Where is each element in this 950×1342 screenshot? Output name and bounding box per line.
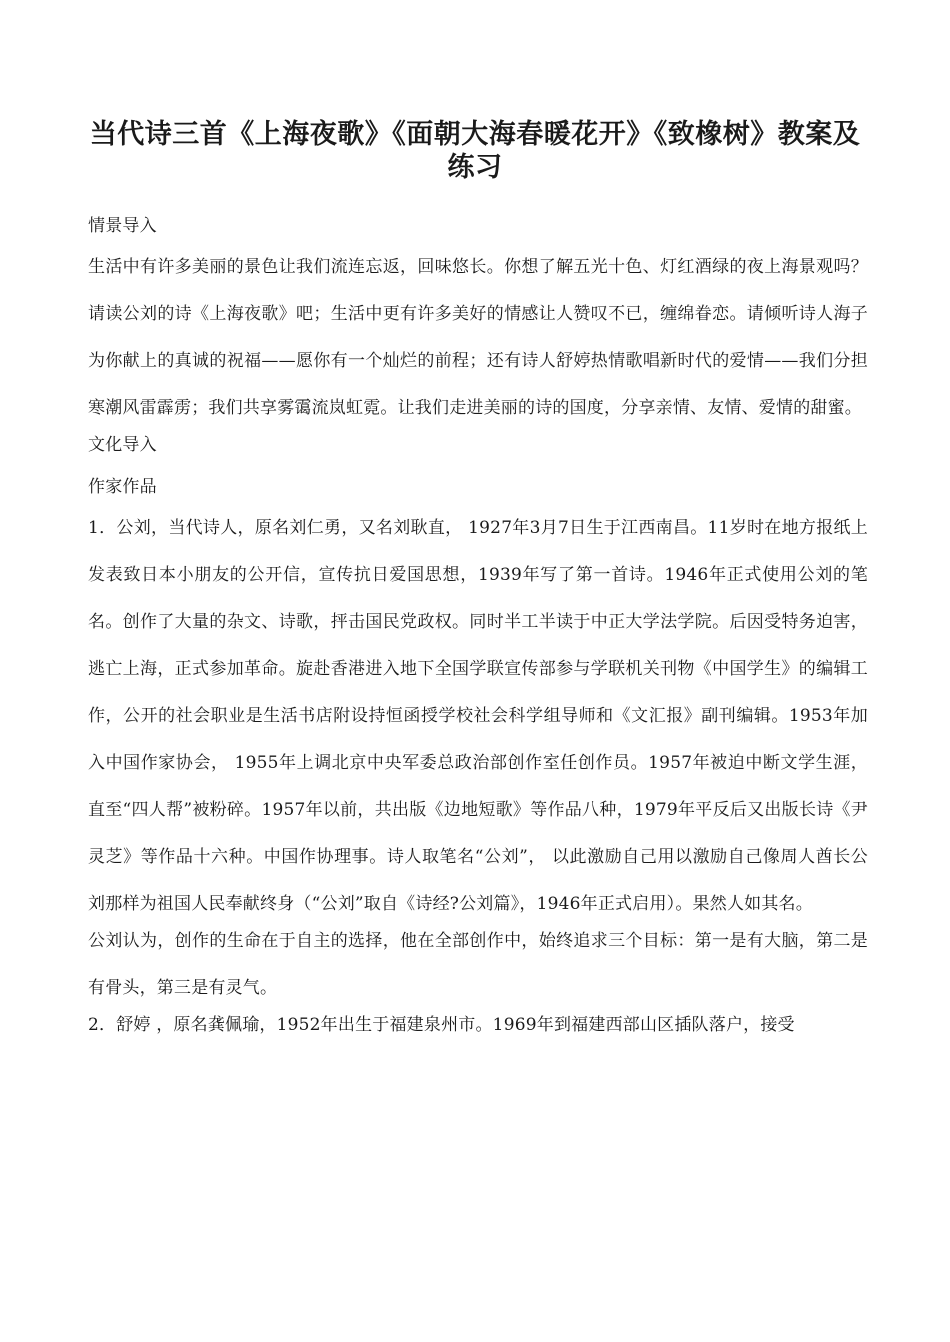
author2-paragraph: 2．舒婷 ，原名龚佩瑜，1952年出生于福建泉州市。1969年到福建西部山区插队落户，接受 (88, 1015, 795, 1035)
section-heading-culture: 文化导入 (88, 435, 157, 455)
author1-goals-paragraph: 公刘认为，创作的生命在于自主的选择，他在全部创作中，始终追求三个目标：第一是有大脑，第二是有骨头，第三是有灵气。 (88, 931, 868, 998)
document-body (88, 212, 868, 1048)
section-heading-intro: 情景导入 (88, 216, 157, 236)
author1-paragraph: 1．公刘，当代诗人，原名刘仁勇，又名刘耿直， 1927年3月7日生于江西南昌。11岁时在地方报纸上发表致日本小朋友的公开信，宣传抗日爱国思想，1939年写了第一首诗。1946年正式使用公刘的笔名。创作了大量的杂文、诗歌，抨击国民党政权。同时半工半读于中正大学法学院。后因受特务迫害，逃亡上海，正式参加革命。旋赴香港进入地下全国学联宣传部参与学联机关刊物《中国学生》的编辑工作，公开的社会职业是生活书店附设持恒函授学校社会科学组导师和《文汇报》副刊编辑。1953年加入中国作家协会， 1955年上调北京中央军委总政治部创作室任创作员。1957年被迫中断文学生涯，直至“四人帮”被粉碎。1957年以前，共出版《边地短歌》等作品八种，1979年平反后又出版长诗《尹灵芝》等作品十六种。中国作协理事。诗人取笔名“公刘”， 以此激励自己用以激励自己像周人酋长公刘那样为祖国人民奉献终身（“公刘”取自《诗经?公刘篇》，1946年正式启用）。果然人如其名。 (88, 518, 868, 914)
section-heading-author-works: 作家作品 (88, 477, 157, 497)
document-title: 当代诗三首《上海夜歌》《面朝大海春暖花开》《致橡树》教案及练习 (89, 119, 861, 183)
intro-paragraph: 生活中有许多美丽的景色让我们流连忘返，回味悠长。你想了解五光十色、灯红酒绿的夜上海景观吗？请读公刘的诗《上海夜歌》吧；生活中更有许多美好的情感让人赞叹不已，缠绵眷恋。请倾听诗人海子为你献上的真诚的祝福——愿你有一个灿烂的前程；还有诗人舒婷热情歌唱新时代的爱情——我们分担寒潮风雷霹雳；我们共享雾霭流岚虹霓。让我们走进美丽的诗的国度，分享亲情、友情、爱情的甜蜜。 (88, 257, 868, 418)
